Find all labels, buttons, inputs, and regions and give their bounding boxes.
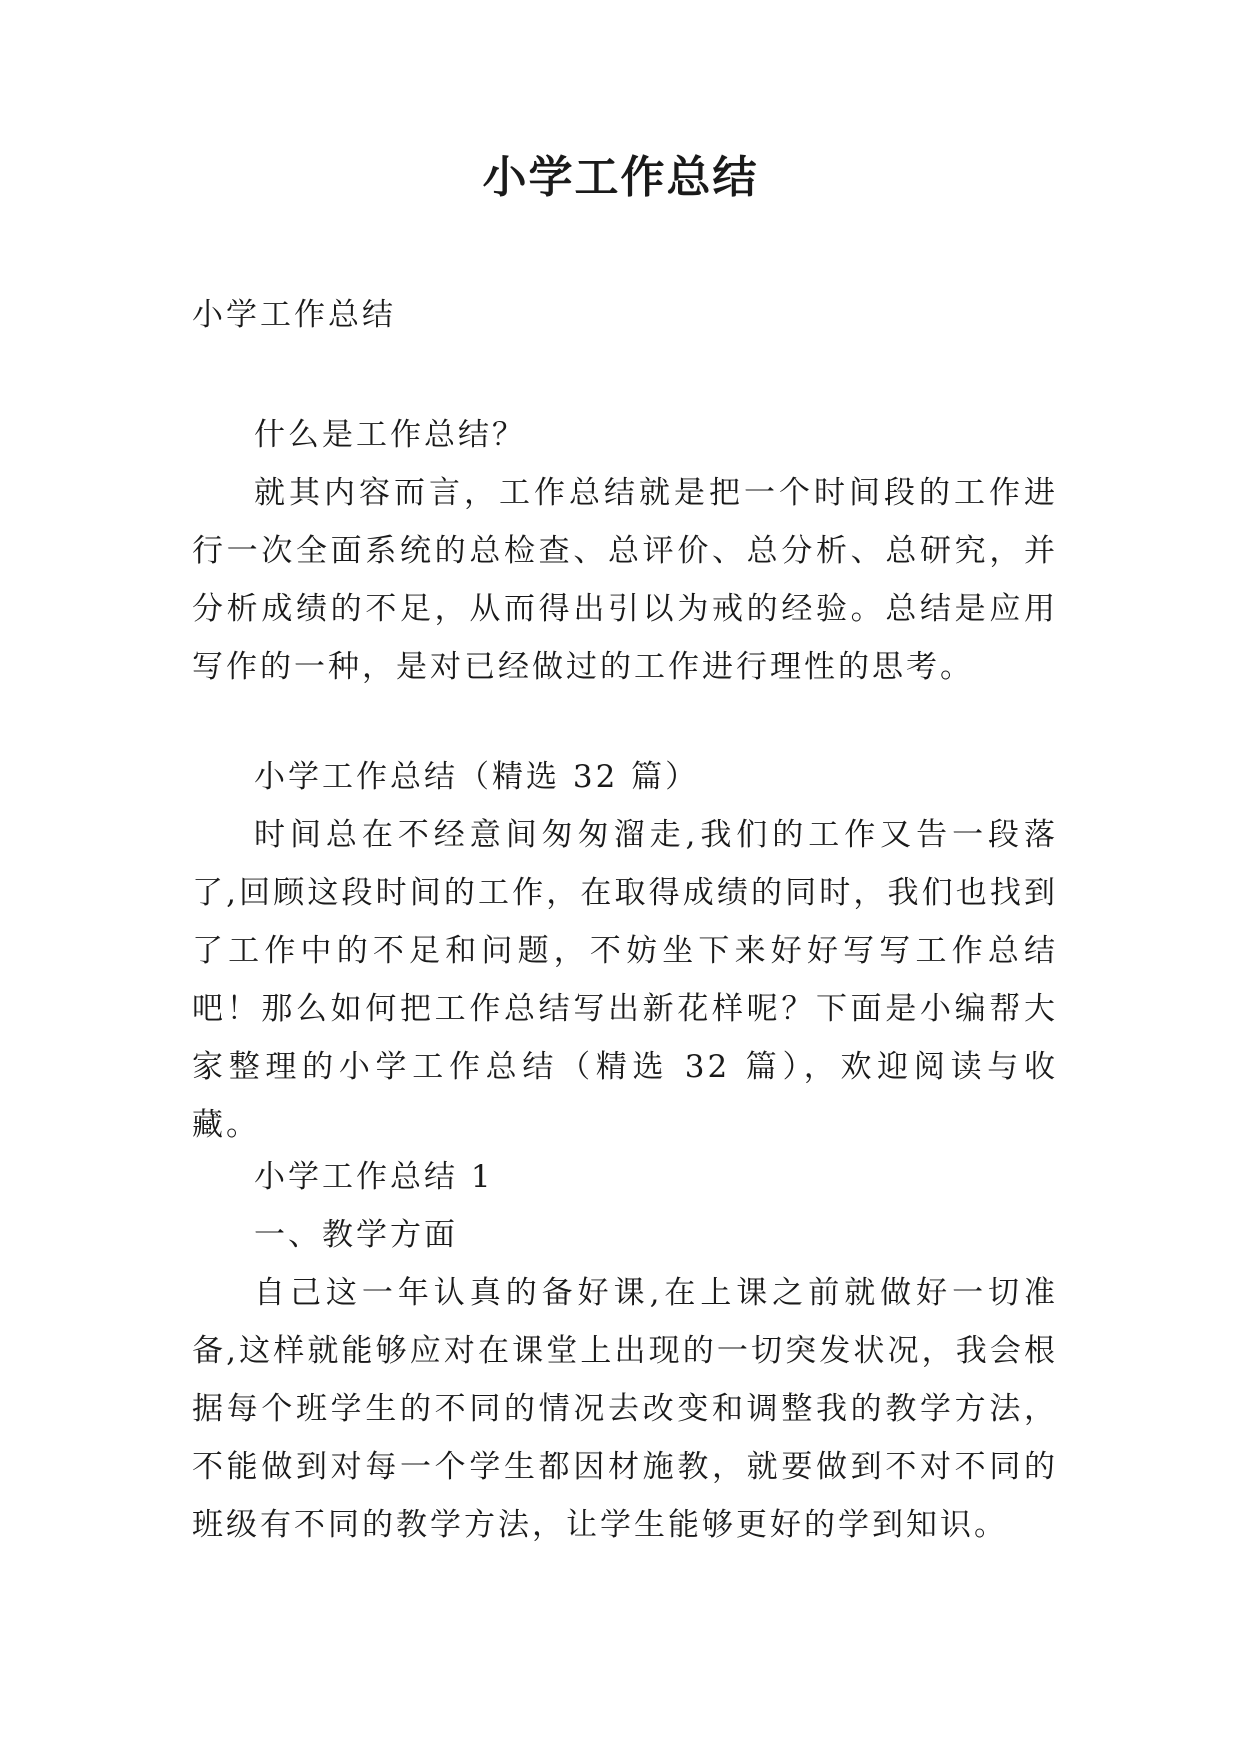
section-heading: 什么是工作总结？ <box>254 417 526 453</box>
section-what-is-summary <box>192 406 1058 696</box>
section-selected-summaries <box>192 748 1058 1154</box>
document-subtitle: 小学工作总结 <box>192 297 396 333</box>
subsection-heading: 一、教学方面 <box>254 1217 458 1253</box>
paragraph: 自己这一年认真的备好课,在上课之前就做好一切准备,这样就能够应对在课堂上出现的一切突发状况，我会根据每个班学生的不同的情况去改变和调整我的教学方法，不能做到对每一个学生都因材施教，就要做到不对不同的班级有不同的教学方法，让学生能够更好的学到知识。 <box>192 1275 1058 1543</box>
section-heading: 小学工作总结 1 <box>254 1159 494 1195</box>
section-heading: 小学工作总结（精选 32 篇） <box>254 759 700 795</box>
section-summary-1 <box>192 1148 1058 1554</box>
document-title: 小学工作总结 <box>482 152 759 203</box>
paragraph: 时间总在不经意间匆匆溜走,我们的工作又告一段落了,回顾这段时间的工作，在取得成绩的同时，我们也找到了工作中的不足和问题，不妨坐下来好好写写工作总结吧！那么如何把工作总结写出新花样呢？下面是小编帮大家整理的小学工作总结（精选 32 篇），欢迎阅读与收藏。 <box>192 817 1058 1143</box>
paragraph: 就其内容而言，工作总结就是把一个时间段的工作进行一次全面系统的总检查、总评价、总分析、总研究，并分析成绩的不足，从而得出引以为戒的经验。总结是应用写作的一种，是对已经做过的工作进行理性的思考。 <box>192 475 1058 685</box>
